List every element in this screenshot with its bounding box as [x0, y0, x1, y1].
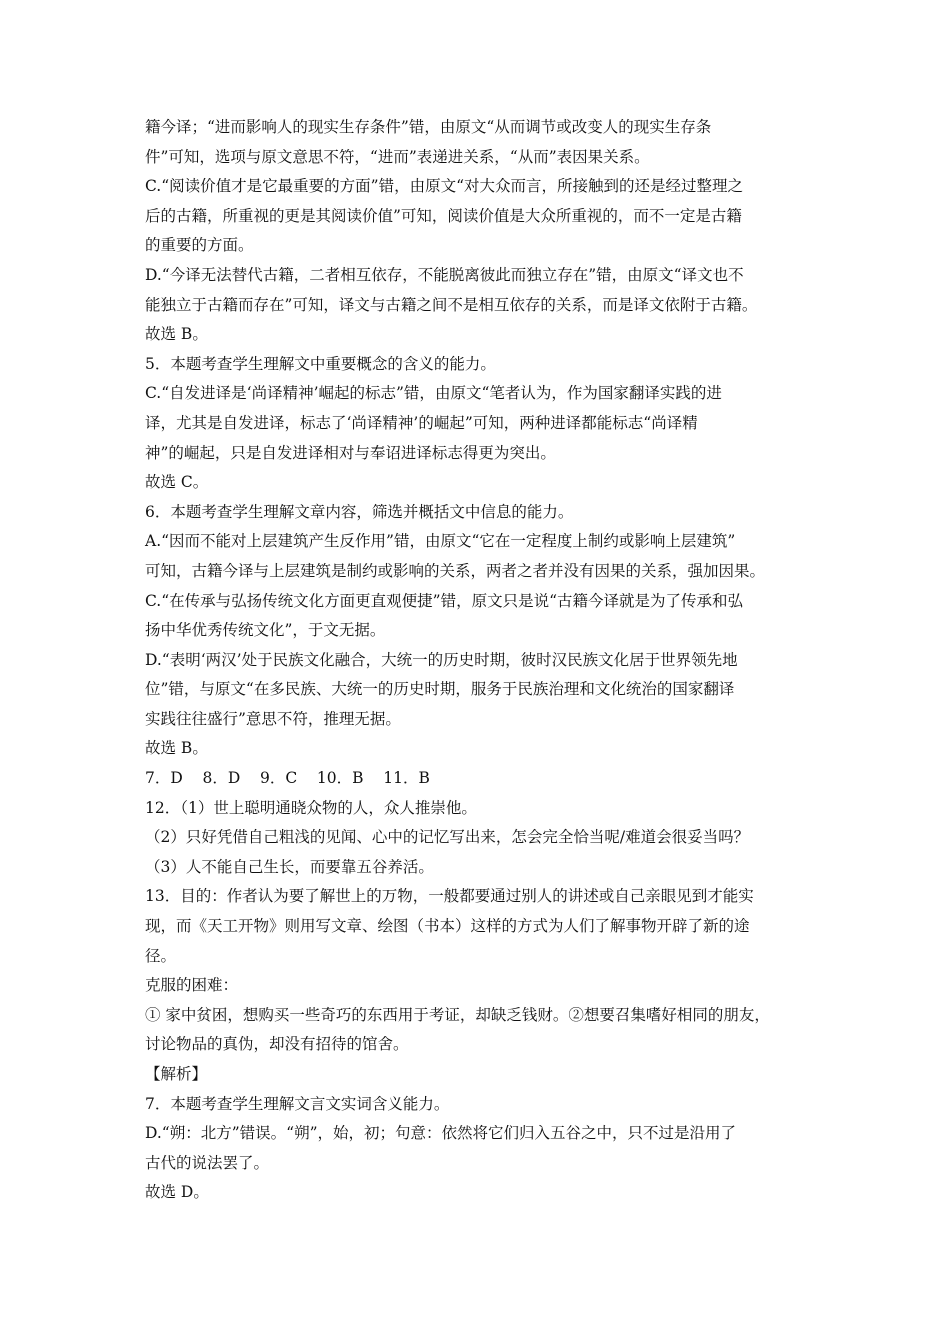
text-line: 译，尤其是自发进译，标志了‘尚译精神’的崛起”可知，两种进译都能标志“尚译精: [145, 413, 698, 432]
text-line: 位”错，与原文“在多民族、大统一的历史时期，服务于民族治理和文化统治的国家翻译: [145, 680, 735, 699]
text-line: 克服的困难：: [145, 976, 239, 995]
text-line: 神”的崛起，只是自发进译相对与奉诏进译标志得更为突出。: [145, 443, 556, 462]
analysis-heading: 【解析】: [145, 1065, 208, 1083]
document-body: [145, 113, 815, 1208]
text-line: 后的古籍，所重视的更是其阅读价值”可知，阅读价值是大众所重视的，而不一定是古籍: [145, 206, 742, 225]
text-line: A.“因而不能对上层建筑产生反作用”错，由原文“它在一定程度上制约或影响上层建筑”: [145, 532, 736, 551]
question-6-heading: 6．本题考查学生理解文章内容，筛选并概括文中信息的能力。: [145, 502, 574, 521]
text-line: 件”可知，选项与原文意思不符，“进而”表递进关系，“从而”表因果关系。: [145, 147, 650, 166]
text-line: D.“表明‘两汉’处于民族文化融合，大统一的历史时期，彼时汉民族文化居于世界领先地: [145, 650, 738, 669]
text-line: 故选 C。: [145, 473, 209, 492]
text-line: D.“朔：北方”错误。“朔”，始，初；句意：依然将它们归入五谷之中，只不过是沿用了: [145, 1124, 737, 1143]
text-line: （3）人不能自己生长，而要靠五谷养活。: [145, 857, 434, 876]
text-line: C.“在传承与弘扬传统文化方面更直观便捷”错，原文只是说“古籍今译就是为了传承和弘: [145, 591, 744, 610]
text-line: C.“自发进译是‘尚译精神’崛起的标志”错，由原文“笔者认为，作为国家翻译实践的进: [145, 384, 722, 403]
text-line: 径。: [145, 946, 177, 965]
question-5-heading: 5．本题考查学生理解文中重要概念的含义的能力。: [145, 354, 496, 373]
text-line: 现，而《天工开物》则用写文章、绘图（书本）这样的方式为人们了解事物开辟了新的途: [145, 917, 750, 936]
text-line: 7．本题考查学生理解文言文实词含义能力。: [145, 1094, 450, 1113]
text-line: 古代的说法罢了。: [145, 1153, 270, 1172]
text-line: 故选 D。: [145, 1183, 209, 1202]
text-line: ① 家中贫困，想购买一些奇巧的东西用于考证，却缺乏钱财。②想要召集嗜好相同的朋友，: [145, 1005, 770, 1024]
text-line: 籍今译；“进而影响人的现实生存条件”错，由原文“从而调节或改变人的现实生存条: [145, 118, 712, 136]
text-line: 讨论物品的真伪，却没有招待的馆舍。: [145, 1035, 409, 1054]
answers-7-11: 7．D 8．D 9．C 10．B 11．B: [145, 769, 430, 788]
text-line: 实践往往盛行”意思不符，推理无据。: [145, 709, 401, 728]
text-line: 故选 B。: [145, 325, 208, 344]
text-line: D.“今译无法替代古籍，二者相互依存，不能脱离彼此而独立存在”错，由原文“译文也不: [145, 265, 744, 284]
text-line: （2）只好凭借自己粗浅的见闻、心中的记忆写出来，怎会完全恰当呢/难道会很妥当吗？: [145, 828, 750, 847]
text-line: 故选 B。: [145, 739, 208, 758]
text-line: 的重要的方面。: [145, 236, 254, 255]
text-line: 扬中华优秀传统文化”，于文无据。: [145, 621, 386, 640]
text-line: 可知，古籍今译与上层建筑是制约或影响的关系，两者之者并没有因果的关系，强加因果。: [145, 561, 766, 580]
question-13-heading: 13．目的：作者认为要了解世上的万物，一般都要通过别人的讲述或自己亲眼见到才能实: [145, 887, 754, 906]
text-line: 能独立于古籍而存在”可知，译文与古籍之间不是相互依存的关系，而是译文依附于古籍。: [145, 295, 758, 314]
question-12-heading: 12．（1）世上聪明通晓众物的人，众人推崇他。: [145, 798, 477, 817]
text-line: C.“阅读价值才是它最重要的方面”错，由原文“对大众而言，所接触到的还是经过整理之: [145, 177, 744, 196]
